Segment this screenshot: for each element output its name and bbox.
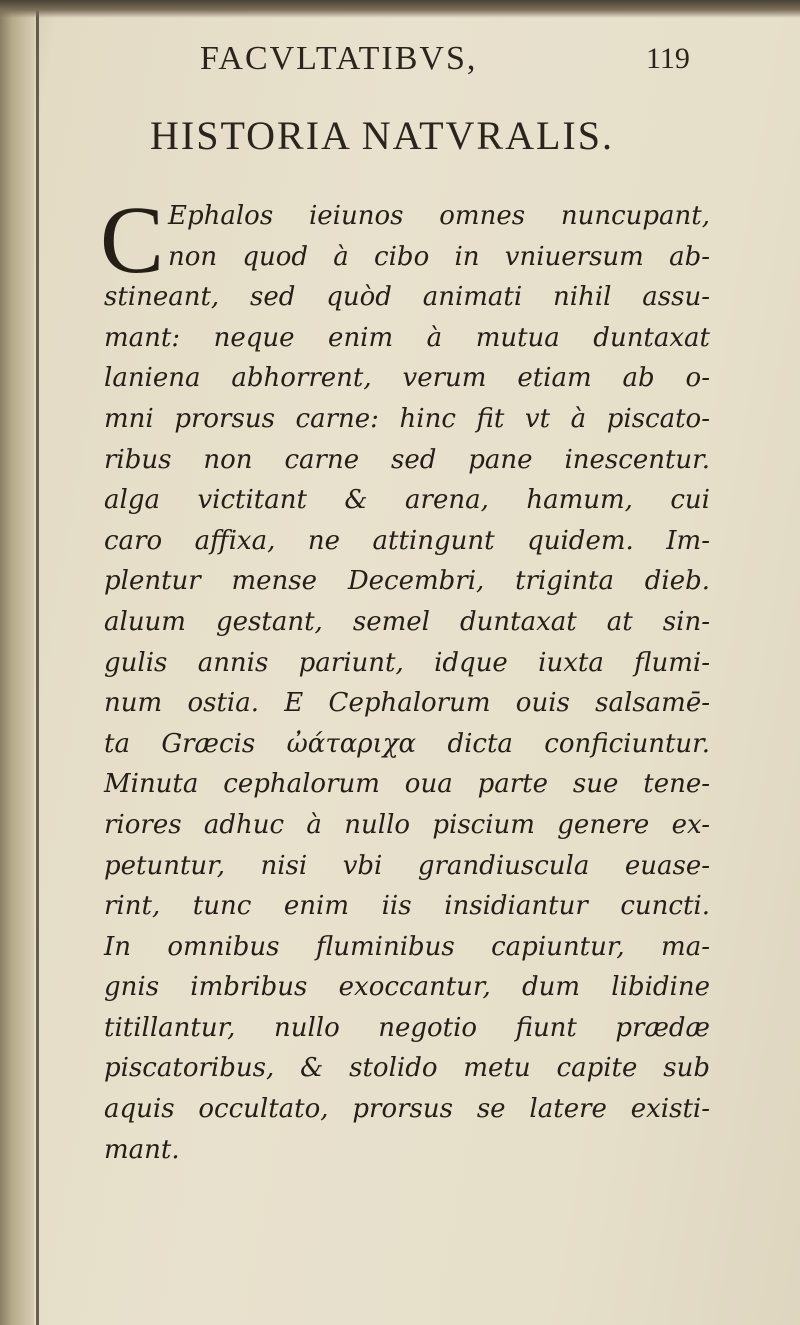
- text-line: stineant, sed quòd animati nihil assu-: [104, 282, 710, 313]
- top-page-edge: [0, 0, 800, 18]
- text-line: petuntur, nisi vbi grandiuscula euase-: [104, 850, 710, 881]
- running-head: [200, 40, 760, 80]
- text-line: aluum gestant, semel duntaxat at sin-: [104, 606, 710, 637]
- drop-cap: C: [100, 186, 165, 293]
- text-line: gulis annis pariunt, idque iuxta flumi-: [104, 647, 710, 678]
- text-line: laniena abhorrent, verum etiam ab o-: [104, 363, 710, 394]
- text-line: rint, tunc enim iis insidiantur cuncti.: [104, 891, 710, 922]
- text-line: Minuta cephalorum oua parte sue tene-: [104, 769, 710, 800]
- text-line: mant: neque enim à mutua duntaxat: [104, 322, 710, 353]
- binding-rule: [36, 0, 39, 1325]
- text-line: ta Græcis ὠάταριχα dicta conficiuntur.: [104, 728, 710, 759]
- text-line: titillantur, nullo negotio fiunt prædæ: [104, 1012, 710, 1043]
- body-text: [104, 196, 710, 1170]
- page-binding-shadow: [0, 0, 34, 1325]
- running-head-title: FACVLTATIBVS,: [200, 40, 478, 77]
- text-line: mni prorsus carne: hinc fit vt à piscato-: [104, 403, 710, 434]
- text-line: In omnibus fluminibus capiuntur, ma-: [104, 931, 710, 962]
- text-line: Ephalos ieiunos omnes nuncupant,: [168, 201, 710, 231]
- text-line: riores adhuc à nullo piscium genere ex-: [104, 809, 710, 840]
- text-line: alga victitant & arena, hamum, cui: [104, 485, 710, 516]
- page-number: 119: [646, 42, 690, 75]
- text-line: aquis occultato, prorsus se latere existi-: [104, 1094, 710, 1125]
- section-title: HISTORIA NATVRALIS.: [150, 113, 614, 158]
- text-line: ribus non carne sed pane inescentur.: [104, 444, 710, 475]
- text-line: mant.: [104, 1134, 180, 1165]
- text-line: plentur mense Decembri, triginta dieb.: [104, 566, 710, 597]
- text-line: non quod à cibo in vniuersum ab-: [168, 241, 710, 272]
- text-line: caro affixa, ne attingunt quidem. Im-: [104, 525, 710, 556]
- text-line: gnis imbribus exoccantur, dum libidine: [104, 972, 710, 1003]
- text-line: num ostia. E Cephalorum ouis salsamē-: [104, 688, 710, 719]
- text-line: piscatoribus, & stolido metu capite sub: [104, 1053, 710, 1084]
